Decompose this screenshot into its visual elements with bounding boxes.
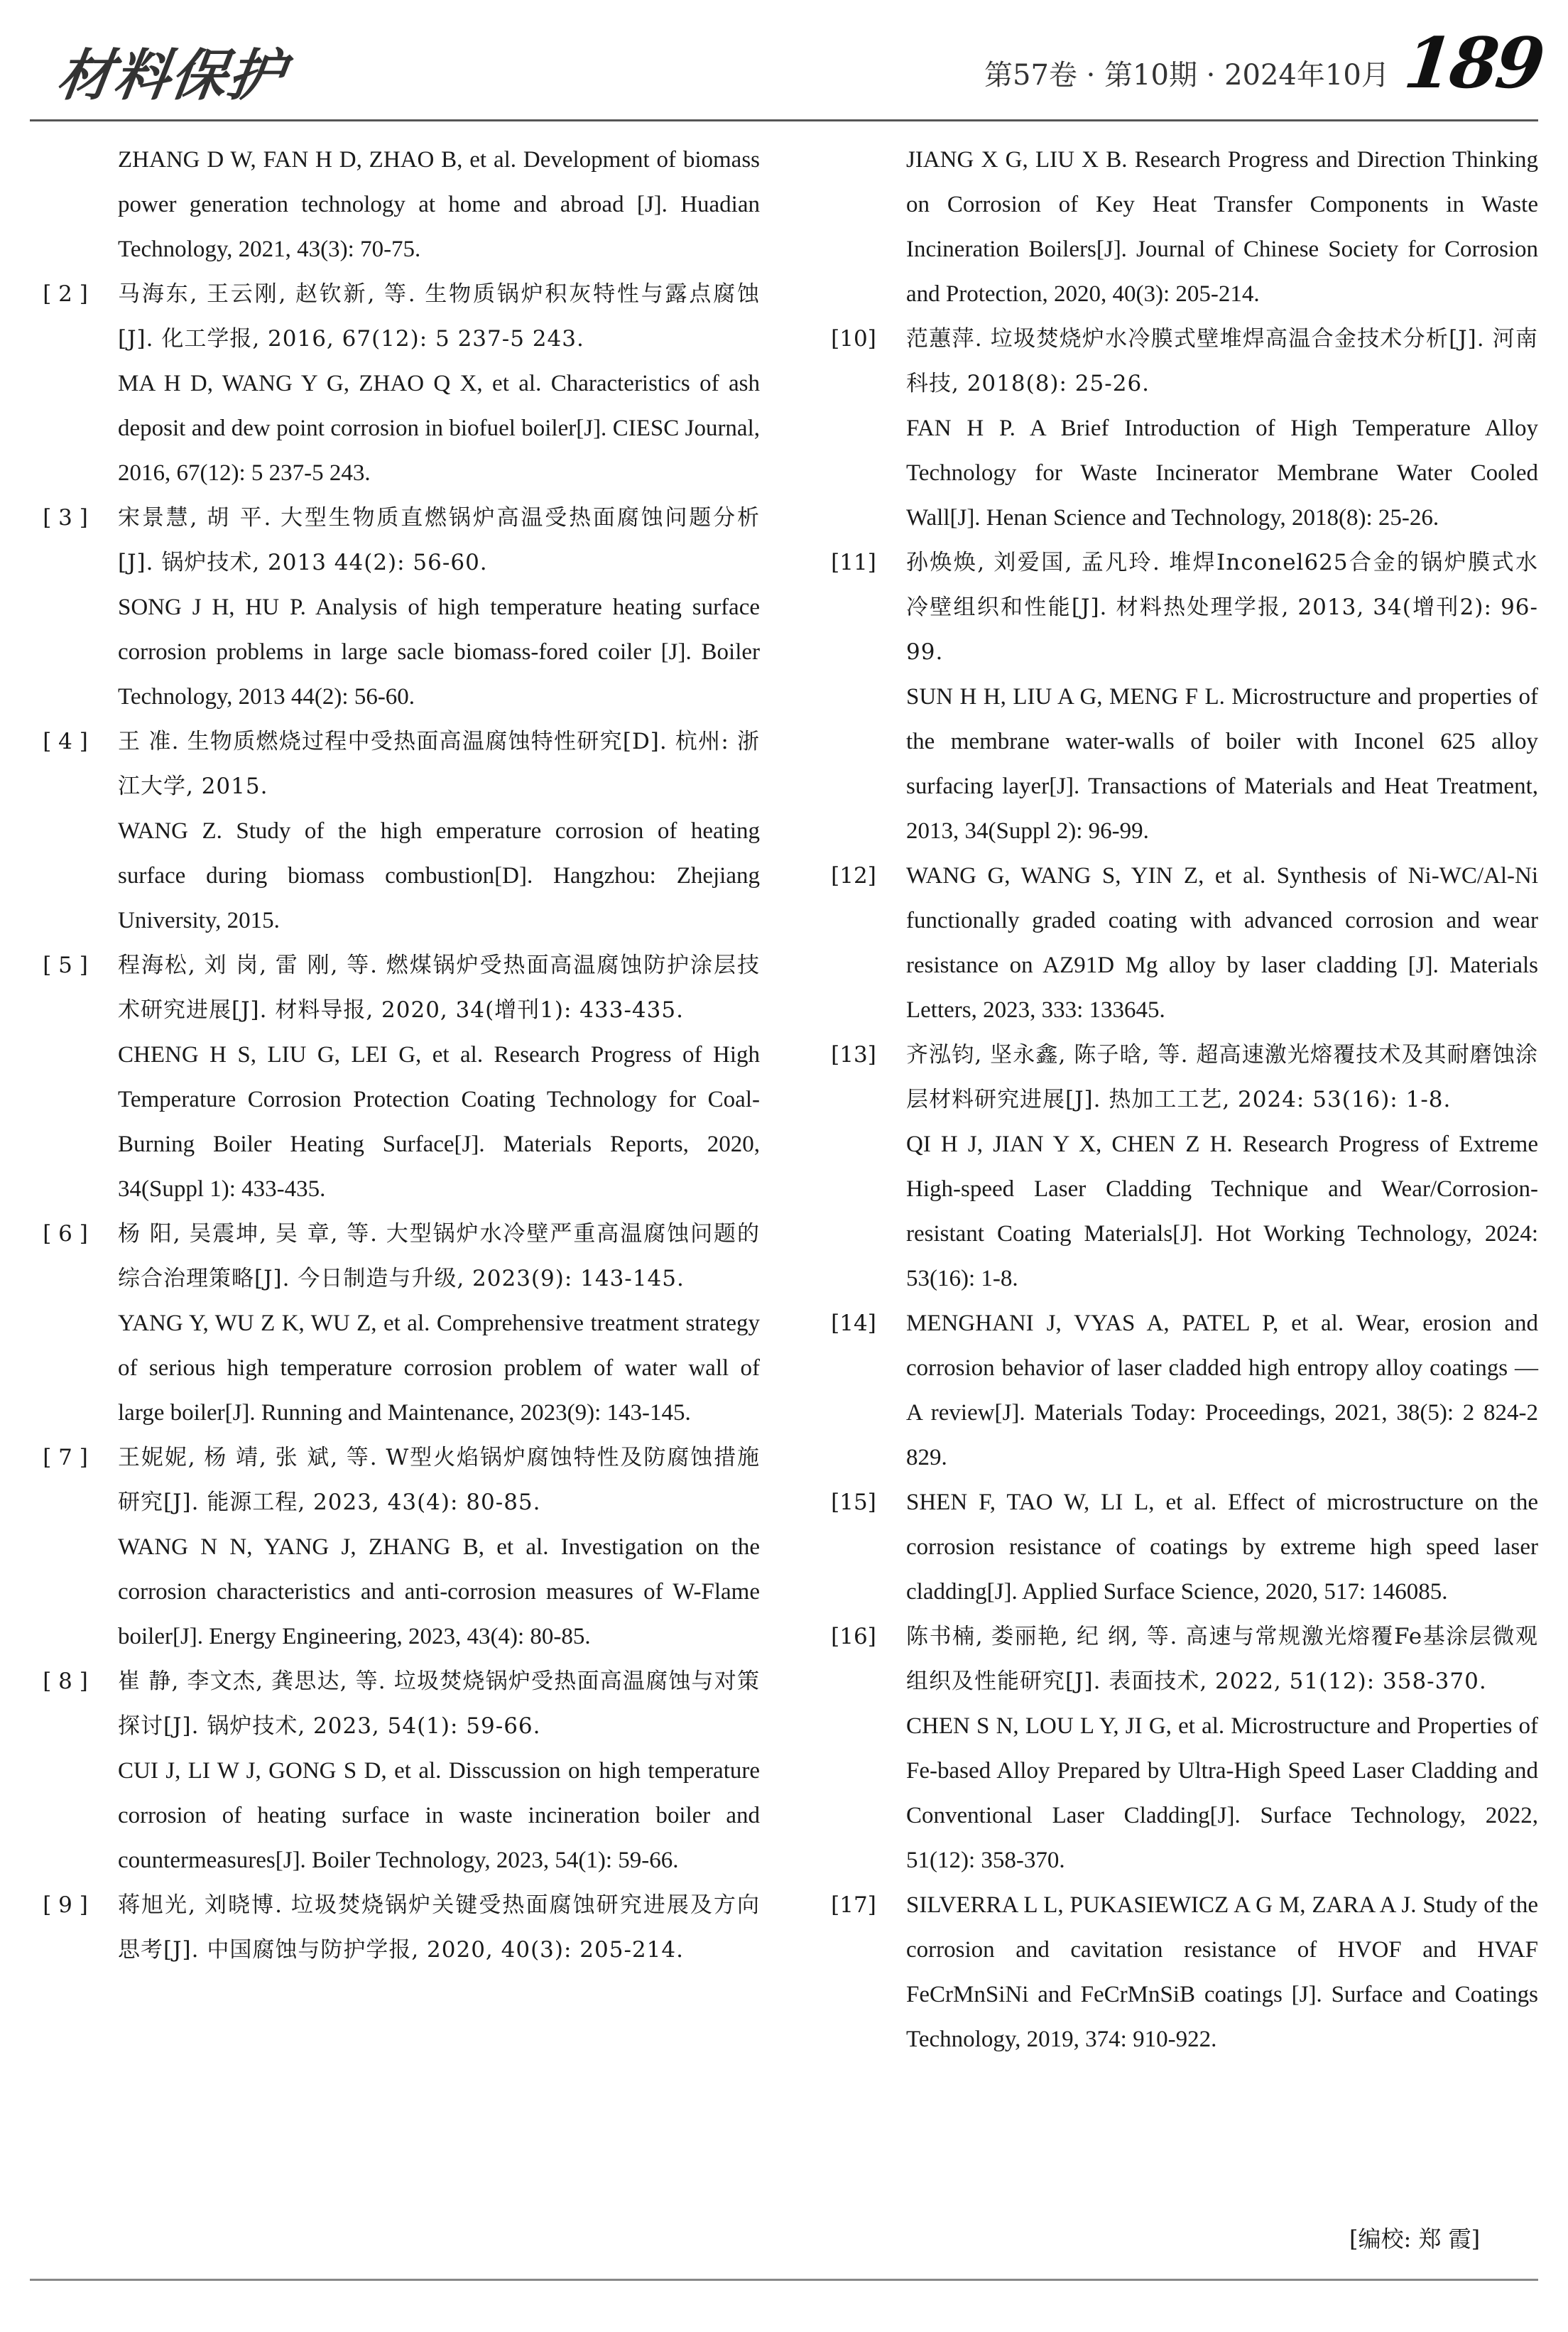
reference-chinese: 齐泓钧, 坚永鑫, 陈子晗, 等. 超高速激光熔覆技术及其耐磨蚀涂层材料研究进展[J]. 热加工工艺, 2024: 53(16): 1-8. xyxy=(906,1042,1538,1112)
reference-entry xyxy=(28,272,760,496)
reference-english: MA H D, WANG Y G, ZHAO Q X, et al. Characteristics of ash deposit and dew point corrosion in biofuel boiler[J]. CIESC Journal, 2016, 67(12): 5 237-5 243. xyxy=(118,371,760,486)
reference-number: [ 9 ] xyxy=(43,1892,88,1918)
issue-info: 第57卷 · 第10期 · 2024年10月 xyxy=(984,59,1390,92)
reference-number: [14] xyxy=(831,1311,876,1336)
reference-number: [ 8 ] xyxy=(43,1669,88,1694)
reference-entry xyxy=(28,720,760,943)
reference-english: CHEN S N, LOU L Y, JI G, et al. Microstructure and Properties of Fe-based Alloy Prepared by Ultra-High Speed Laser Cladding and Conventional Laser Cladding[J]. Surface Technology, 2022, 51(12): 358-370. xyxy=(906,1713,1538,1873)
references-left-column xyxy=(28,138,760,1973)
reference-entry xyxy=(28,1659,760,1883)
reference-chinese: 宋景慧, 胡 平. 大型生物质直燃锅炉高温受热面腐蚀问题分析[J]. 锅炉技术, 2013 44(2): 56-60. xyxy=(118,505,760,575)
reference-chinese: 王妮妮, 杨 靖, 张 斌, 等. W型火焰锅炉腐蚀特性及防腐蚀措施研究[J]. 能源工程, 2023, 43(4): 80-85. xyxy=(118,1445,760,1515)
reference-entry xyxy=(28,1883,760,1973)
reference-number: [ 2 ] xyxy=(43,281,88,307)
reference-entry xyxy=(817,1883,1538,2062)
reference-entry xyxy=(817,1033,1538,1301)
reference-number: [16] xyxy=(831,1624,876,1649)
reference-english: QI H J, JIAN Y X, CHEN Z H. Research Progress of Extreme High-speed Laser Cladding Technique and Wear/Corrosion-resistant Coating Materials[J]. Hot Working Technology, 2024: 53(16): 1-8. xyxy=(906,1132,1538,1291)
editor-note: [编校: 郑 霞] xyxy=(1349,2225,1481,2252)
reference-entry xyxy=(817,1480,1538,1615)
reference-chinese: 陈书楠, 娄丽艳, 纪 纲, 等. 高速与常规激光熔覆Fe基涂层微观组织及性能研究[J]. 表面技术, 2022, 51(12): 358-370. xyxy=(906,1624,1538,1694)
reference-entry xyxy=(817,1615,1538,1883)
page-number: 189 xyxy=(1400,23,1546,104)
reference-number: [15] xyxy=(831,1490,876,1515)
reference-entry xyxy=(817,541,1538,854)
journal-logo: 材料保护 xyxy=(53,43,290,108)
reference-number: [ 6 ] xyxy=(43,1221,88,1247)
references-right-column xyxy=(817,138,1538,2062)
reference-entry xyxy=(28,138,760,272)
reference-english: SILVERRA L L, PUKASIEWICZ A G M, ZARA A J. Study of the corrosion and cavitation resistance of HVOF and HVAF FeCrMnSiNi and FeCrMnSiB coatings [J]. Surface and Coatings Technology, 2019, 374: 910-922. xyxy=(906,1892,1538,2052)
reference-number: [12] xyxy=(831,863,876,889)
reference-english: SONG J H, HU P. Analysis of high temperature heating surface corrosion problems in large sacle biomass-fored coiler [J]. Boiler Technology, 2013 44(2): 56-60. xyxy=(118,595,760,710)
reference-chinese: 杨 阳, 吴震坤, 吴 章, 等. 大型锅炉水冷壁严重高温腐蚀问题的综合治理策略[J]. 今日制造与升级, 2023(9): 143-145. xyxy=(118,1221,760,1291)
footer-rule xyxy=(30,2279,1538,2281)
reference-english: FAN H P. A Brief Introduction of High Temperature Alloy Technology for Waste Incinerator Membrane Water Cooled Wall[J]. Henan Science and Technology, 2018(8): 25-26. xyxy=(906,416,1538,531)
reference-english: MENGHANI J, VYAS A, PATEL P, et al. Wear, erosion and corrosion behavior of laser cladded high entropy alloy coatings — A review[J]. Materials Today: Proceedings, 2021, 38(5): 2 824-2 829. xyxy=(906,1311,1538,1470)
reference-entry xyxy=(28,496,760,720)
reference-chinese: 王 准. 生物质燃烧过程中受热面高温腐蚀特性研究[D]. 杭州: 浙江大学, 2015. xyxy=(118,729,760,799)
reference-number: [10] xyxy=(831,326,876,352)
reference-number: [ 7 ] xyxy=(43,1445,88,1470)
reference-english: SHEN F, TAO W, LI L, et al. Effect of microstructure on the corrosion resistance of coatings by extreme high speed laser cladding[J]. Applied Surface Science, 2020, 517: 146085. xyxy=(906,1490,1538,1605)
reference-english: SUN H H, LIU A G, MENG F L. Microstructure and properties of the membrane water-walls of boiler with Inconel 625 alloy surfacing layer[J]. Transactions of Materials and Heat Treatment, 2013, 34(Suppl 2): 96-99. xyxy=(906,684,1538,844)
reference-entry xyxy=(817,854,1538,1033)
reference-english: CUI J, LI W J, GONG S D, et al. Disscussion on high temperature corrosion of heating surface in waste incineration boiler and countermeasures[J]. Boiler Technology, 2023, 54(1): 59-66. xyxy=(118,1758,760,1873)
reference-number: [11] xyxy=(831,550,876,575)
reference-entry xyxy=(28,943,760,1212)
reference-chinese: 蒋旭光, 刘晓博. 垃圾焚烧锅炉关键受热面腐蚀研究进展及方向思考[J]. 中国腐蚀与防护学报, 2020, 40(3): 205-214. xyxy=(118,1892,760,1963)
reference-chinese: 范蕙萍. 垃圾焚烧炉水冷膜式壁堆焊高温合金技术分析[J]. 河南科技, 2018(8): 25-26. xyxy=(906,326,1538,396)
reference-entry xyxy=(28,1436,760,1659)
reference-number: [13] xyxy=(831,1042,876,1068)
reference-english: WANG G, WANG S, YIN Z, et al. Synthesis of Ni-WC/Al-Ni functionally graded coating with advanced corrosion and wear resistance on AZ91D Mg alloy by laser cladding [J]. Materials Letters, 2023, 333: 133645. xyxy=(906,863,1538,1023)
reference-entry xyxy=(817,1301,1538,1480)
reference-number: [ 5 ] xyxy=(43,953,88,978)
reference-english: ZHANG D W, FAN H D, ZHAO B, et al. Development of biomass power generation technology at home and abroad [J]. Huadian Technology, 2021, 43(3): 70-75. xyxy=(118,147,760,262)
reference-english: WANG Z. Study of the high emperature corrosion of heating surface during biomass combustion[D]. Hangzhou: Zhejiang University, 2015. xyxy=(118,818,760,933)
reference-number: [17] xyxy=(831,1892,876,1918)
reference-english: JIANG X G, LIU X B. Research Progress and Direction Thinking on Corrosion of Key Heat Transfer Components in Waste Incineration Boilers[J]. Journal of Chinese Society for Corrosion and Protection, 2020, 40(3): 205-214. xyxy=(906,147,1538,307)
reference-number: [ 4 ] xyxy=(43,729,88,754)
reference-chinese: 孙焕焕, 刘爱国, 孟凡玲. 堆焊Inconel625合金的锅炉膜式水冷壁组织和性能[J]. 材料热处理学报, 2013, 34(增刊2): 96-99. xyxy=(906,550,1538,665)
reference-chinese: 程海松, 刘 岗, 雷 刚, 等. 燃煤锅炉受热面高温腐蚀防护涂层技术研究进展[J]. 材料导报, 2020, 34(增刊1): 433-435. xyxy=(118,953,760,1023)
page-header xyxy=(0,0,1568,135)
reference-english: YANG Y, WU Z K, WU Z, et al. Comprehensive treatment strategy of serious high temperature corrosion problem of water wall of large boiler[J]. Running and Maintenance, 2023(9): 143-145. xyxy=(118,1311,760,1426)
reference-english: WANG N N, YANG J, ZHANG B, et al. Investigation on the corrosion characteristics and anti-corrosion measures of W-Flame boiler[J]. Energy Engineering, 2023, 43(4): 80-85. xyxy=(118,1534,760,1649)
reference-entry xyxy=(28,1212,760,1436)
reference-chinese: 马海东, 王云刚, 赵钦新, 等. 生物质锅炉积灰特性与露点腐蚀[J]. 化工学报, 2016, 67(12): 5 237-5 243. xyxy=(118,281,760,352)
header-rule xyxy=(30,119,1538,121)
reference-number: [ 3 ] xyxy=(43,505,88,531)
reference-english: CHENG H S, LIU G, LEI G, et al. Research Progress of High Temperature Corrosion Protection Coating Technology for Coal-Burning Boiler Heating Surface[J]. Materials Reports, 2020, 34(Suppl 1): 433-435. xyxy=(118,1042,760,1202)
reference-entry xyxy=(817,317,1538,541)
reference-entry xyxy=(817,138,1538,317)
reference-chinese: 崔 静, 李文杰, 龚思达, 等. 垃圾焚烧锅炉受热面高温腐蚀与对策探讨[J]. 锅炉技术, 2023, 54(1): 59-66. xyxy=(118,1669,760,1739)
